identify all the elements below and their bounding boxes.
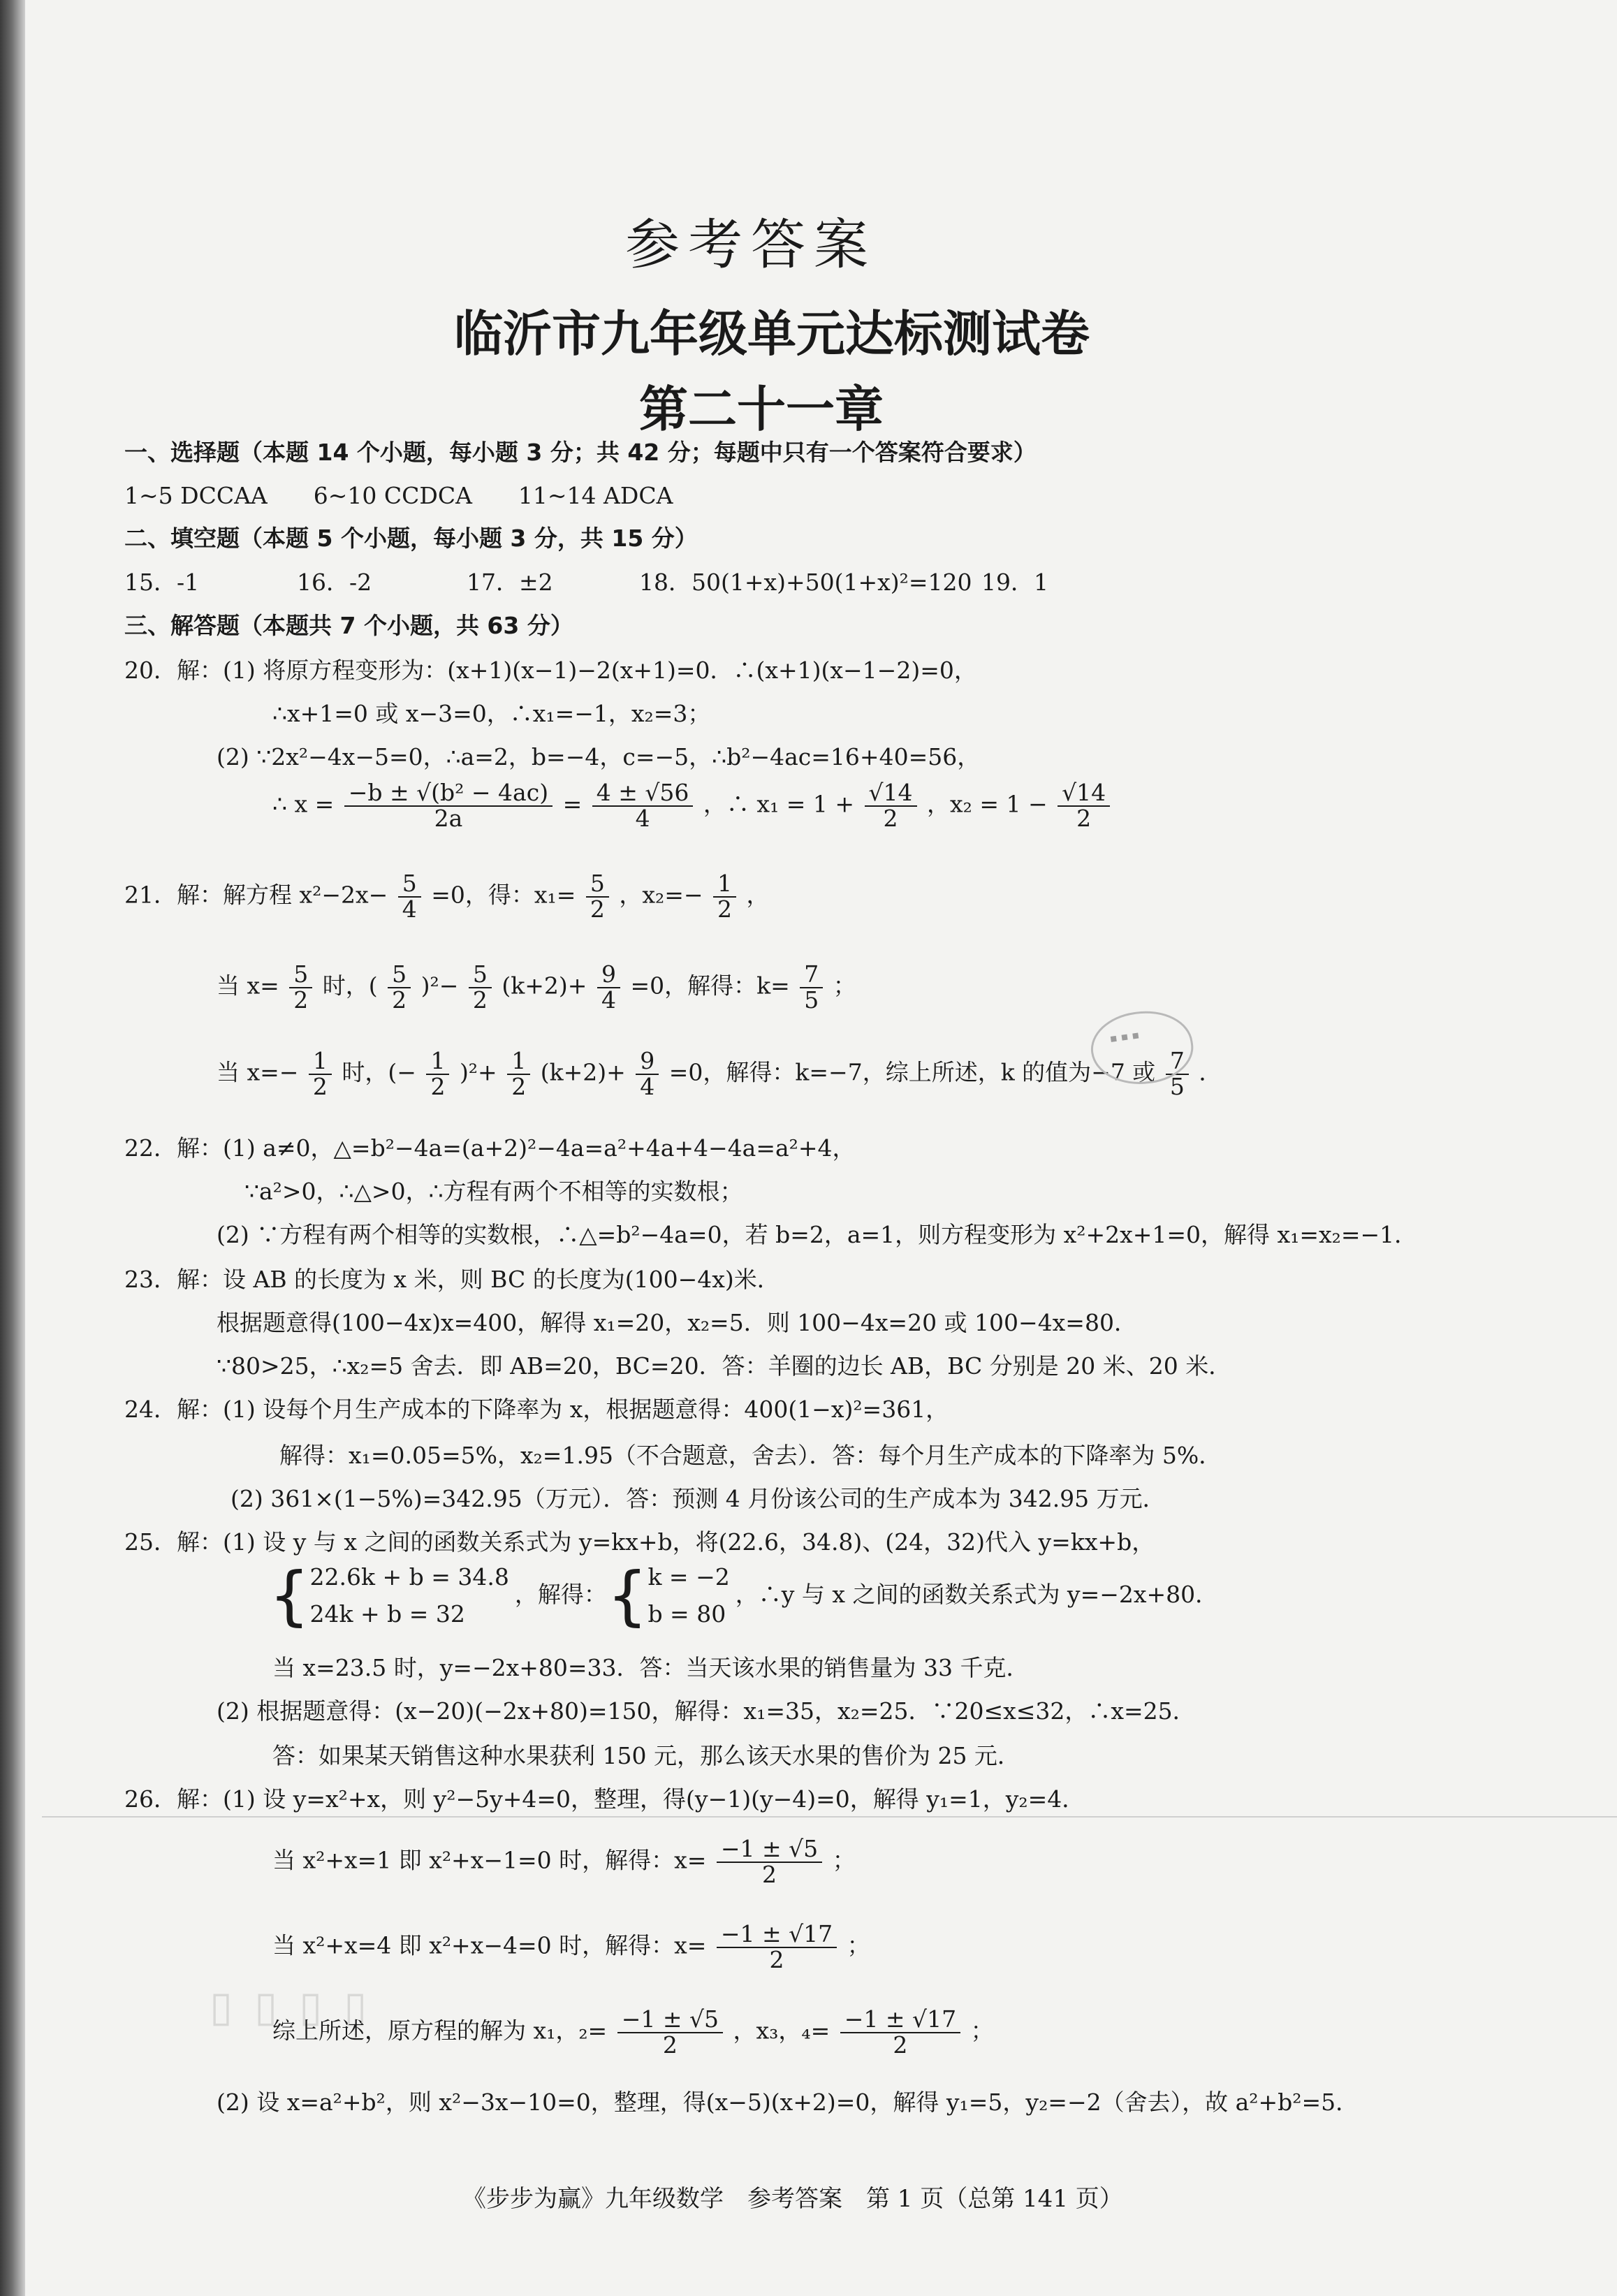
q25-system-middle: ，解得： bbox=[514, 1580, 607, 1608]
fraction-denominator: 2 bbox=[762, 1860, 777, 1888]
fraction bbox=[717, 1837, 822, 1887]
fraction-denominator: 2a bbox=[434, 804, 463, 832]
fraction-numerator: −1 ± √5 bbox=[717, 1837, 822, 1863]
q23-line-2: 根据题意得(100−4x)x=400，解得 x₁=20，x₂=5．则 100−4x=20 或 100−4x=80． bbox=[217, 1309, 1137, 1336]
q20-line-4-middle: ，∴ x₁ = 1 + bbox=[703, 790, 854, 818]
fraction-numerator: 9 bbox=[636, 1049, 659, 1075]
fraction bbox=[388, 960, 411, 1014]
fraction bbox=[597, 960, 620, 1014]
fraction-numerator: −b ± √(b² − 4ac) bbox=[344, 781, 553, 807]
fraction bbox=[507, 1049, 530, 1099]
fraction-numerator: 1 bbox=[713, 872, 736, 898]
q26-line-4-prefix: 综上所述，原方程的解为 x₁，₂= bbox=[272, 2017, 608, 2045]
fraction bbox=[398, 872, 421, 921]
fill-answer-15: 15．-1 bbox=[124, 569, 200, 596]
fraction-numerator: −1 ± √17 bbox=[840, 2008, 960, 2033]
fraction bbox=[800, 960, 823, 1014]
q21-line-2-text: =0，解得：k= bbox=[630, 972, 790, 1000]
q21-line-2-end: ； bbox=[833, 972, 856, 1000]
fraction-numerator: 5 bbox=[289, 963, 312, 988]
fraction-numerator: 1 bbox=[507, 1049, 530, 1075]
fraction-numerator: √14 bbox=[1058, 781, 1110, 807]
q22-line-3: (2) ∵方程有两个相等的实数根，∴△=b²−4a=0，若 b=2，a=1，则方程变形为 x²+2x+1=0，解得 x₁=x₂=−1． bbox=[217, 1221, 1418, 1248]
exam-title: 临沂市九年级单元达标测试卷 bbox=[454, 305, 1090, 363]
equation-system bbox=[310, 1559, 509, 1633]
q21-line-2 bbox=[217, 960, 856, 1014]
fraction bbox=[713, 872, 736, 921]
q22-line-1: 22．解：(1) a≠0，△=b²−4a=(a+2)²−4a=a²+4a+4−4a=a²+4， bbox=[124, 1134, 856, 1162]
fraction bbox=[289, 960, 312, 1014]
q21-line-1-middle-2: ，x₂=− bbox=[619, 881, 703, 909]
fraction-denominator: 4 bbox=[640, 1072, 655, 1100]
q25-line-1: 25．解：(1) 设 y 与 x 之间的函数关系式为 y=kx+b，将(22.6，34.8)、(24，32)代入 y=kx+b， bbox=[124, 1528, 1155, 1556]
q21-line-3-text: )²+ bbox=[459, 1058, 497, 1086]
q20-line-4-prefix: ∴ x = bbox=[272, 790, 335, 818]
fraction-denominator: 2 bbox=[312, 1072, 328, 1100]
fraction bbox=[636, 1049, 659, 1099]
q23-line-3: ∵80>25，∴x₂=5 舍去．即 AB=20，BC=20．答：羊圈的边长 AB，BC 分别是 20 米、20 米． bbox=[217, 1352, 1232, 1380]
fraction-denominator: 2 bbox=[883, 804, 898, 832]
system-equation: 24k + b = 32 bbox=[309, 1600, 465, 1628]
q21-line-3 bbox=[217, 1049, 1222, 1099]
q21-line-1-end: ， bbox=[746, 881, 770, 909]
q20-line-3: (2) ∵2x²−4x−5=0，∴a=2，b=−4，c=−5，∴b²−4ac=16+40=56， bbox=[217, 743, 981, 770]
fraction-denominator: 2 bbox=[293, 986, 309, 1014]
q22-line-2: ∵a²>0，∴△>0，∴方程有两个不相等的实数根； bbox=[244, 1178, 743, 1205]
fraction-numerator: 5 bbox=[469, 963, 492, 988]
fill-answer-16: 16．-2 bbox=[297, 569, 372, 596]
q24-line-2: 解得：x₁=0.05=5%，x₂=1.95（不合题意，舍去）．答：每个月生产成本的下降率为 5%． bbox=[279, 1442, 1222, 1469]
fraction-denominator: 5 bbox=[804, 986, 819, 1014]
q21-line-2-text: (k+2)+ bbox=[502, 972, 587, 1000]
q26-line-1: 26．解：(1) 设 y=x²+x，则 y²−5y+4=0，整理，得(y−1)(y−4)=0，解得 y₁=1，y₂=4． bbox=[124, 1785, 1085, 1813]
fraction-denominator: 2 bbox=[769, 1945, 784, 1973]
fraction-denominator: 2 bbox=[472, 986, 488, 1014]
q21-line-3-end: ． bbox=[1199, 1058, 1222, 1086]
fill-answer-17: 17．±2 bbox=[467, 569, 553, 596]
fraction-denominator: 2 bbox=[893, 2031, 908, 2059]
q26-line-2-prefix: 当 x²+x=1 即 x²+x−1=0 时，解得：x= bbox=[272, 1846, 707, 1874]
choice-section-heading: 一、选择题（本题 14 个小题，每小题 3 分；共 42 分；每题中只有一个答案符合要求） bbox=[124, 439, 1037, 466]
fraction bbox=[717, 1922, 837, 1972]
fill-section-heading: 二、填空题（本题 5 个小题，每小题 3 分，共 15 分） bbox=[124, 525, 698, 552]
q25-line-4: (2) 根据题意得：(x−20)(−2x+80)=150，解得：x₁=35，x₂=25．∵20≤x≤32，∴x=25． bbox=[217, 1697, 1196, 1725]
q21-line-3-prefix: 当 x=− bbox=[217, 1058, 299, 1086]
fraction bbox=[1058, 781, 1110, 831]
fraction-denominator: 2 bbox=[430, 1072, 446, 1100]
q20-line-4-middle-2: ，x₂ = 1 − bbox=[927, 790, 1048, 818]
q21-line-3-text: (k+2)+ bbox=[540, 1058, 626, 1086]
fraction-denominator: 2 bbox=[511, 1072, 527, 1100]
fraction-numerator: −1 ± √5 bbox=[617, 2008, 723, 2033]
q21-line-3-text: =0，解得：k=−7，综上所述，k 的值为−7 或 bbox=[668, 1058, 1156, 1086]
q25-line-3: 当 x=23.5 时，y=−2x+80=33．答：当天该水果的销售量为 33 千克． bbox=[272, 1654, 1030, 1681]
q26-line-2-end: ； bbox=[832, 1846, 856, 1874]
fraction bbox=[840, 2005, 960, 2059]
fraction-denominator: 4 bbox=[402, 895, 417, 923]
q21-line-1-middle: =0，得：x₁= bbox=[431, 881, 576, 909]
chapter-title: 第二十一章 bbox=[639, 381, 884, 438]
choice-answers: 1~5 DCCAA 6~10 CCDCA 11~14 ADCA bbox=[124, 482, 673, 509]
quadratic-formula-fraction bbox=[344, 781, 553, 831]
equals-sign: = bbox=[562, 790, 583, 818]
fraction-denominator: 4 bbox=[635, 804, 650, 832]
q26-line-4-end: ； bbox=[970, 2017, 994, 2045]
q23-line-1: 23．解：设 AB 的长度为 x 米，则 BC 的长度为(100−4x)米． bbox=[124, 1266, 780, 1293]
fraction-numerator: 7 bbox=[1166, 1049, 1189, 1075]
q21-line-3-text: 时，(− bbox=[342, 1058, 416, 1086]
q24-line-1: 24．解：(1) 设每个月生产成本的下降率为 x，根据题意得：400(1−x)²=361， bbox=[124, 1396, 949, 1423]
q21-line-1-prefix: 21．解：解方程 x²−2x− bbox=[124, 881, 388, 909]
left-brace: { bbox=[269, 1558, 310, 1633]
stamp-marks: ▪ ▪ ▪ bbox=[1109, 1028, 1141, 1046]
q26-line-5: (2) 设 x=a²+b²，则 x²−3x−10=0，整理，得(x−5)(x+2)=0，解得 y₁=5，y₂=−2（舍去），故 a²+b²=5． bbox=[217, 2089, 1359, 2116]
fill-answer-19: 19．1 bbox=[981, 569, 1048, 596]
q21-line-1 bbox=[124, 872, 770, 921]
page-footer: 《步步为赢》九年级数学 参考答案 第 1 页（总第 141 页） bbox=[462, 2185, 1123, 2213]
page-fold-line bbox=[42, 1816, 1617, 1818]
q21-line-2-text: 时，( bbox=[322, 972, 378, 1000]
q26-line-2 bbox=[272, 1837, 856, 1887]
q24-line-3: (2) 361×(1−5%)=342.95（万元）．答：预测 4 月份该公司的生产成本为 342.95 万元． bbox=[231, 1485, 1166, 1512]
fraction bbox=[865, 781, 917, 831]
q20-line-4 bbox=[272, 781, 1113, 831]
left-brace: { bbox=[606, 1558, 648, 1633]
fraction-numerator: 4 ± √56 bbox=[592, 781, 694, 807]
fraction-denominator: 5 bbox=[1169, 1072, 1185, 1100]
fraction-numerator: 5 bbox=[398, 872, 421, 898]
solve-section-heading: 三、解答题（本题共 7 个小题，共 63 分） bbox=[124, 612, 573, 639]
fraction-numerator: 5 bbox=[388, 963, 411, 988]
q21-line-2-prefix: 当 x= bbox=[217, 972, 279, 1000]
system-equation: 22.6k + b = 34.8 bbox=[309, 1563, 509, 1591]
q20-line-1: 20．解：(1) 将原方程变形为：(x+1)(x−1)−2(x+1)=0．∴(x+1)(x−1−2)=0， bbox=[124, 657, 977, 684]
fraction-numerator: 5 bbox=[586, 872, 609, 898]
fraction bbox=[426, 1049, 449, 1099]
q26-line-3-prefix: 当 x²+x=4 即 x²+x−4=0 时，解得：x= bbox=[272, 1931, 707, 1959]
fraction-numerator: 1 bbox=[426, 1049, 449, 1075]
fraction-numerator: 1 bbox=[309, 1049, 332, 1075]
fraction-numerator: −1 ± √17 bbox=[717, 1922, 837, 1948]
fraction-denominator: 2 bbox=[717, 895, 733, 923]
solution-system bbox=[647, 1559, 729, 1633]
q26-line-4 bbox=[272, 2005, 994, 2059]
fraction-numerator: 9 bbox=[597, 963, 620, 988]
fraction bbox=[309, 1049, 332, 1099]
fraction bbox=[586, 872, 609, 921]
system-equation: k = −2 bbox=[647, 1563, 730, 1591]
q21-line-2-text: )²− bbox=[420, 972, 459, 1000]
fraction-denominator: 2 bbox=[662, 2031, 678, 2059]
book-spine-shadow bbox=[0, 0, 25, 2296]
fraction-denominator: 2 bbox=[590, 895, 605, 923]
q20-line-2: ∴x+1=0 或 x−3=0，∴x₁=−1，x₂=3； bbox=[272, 700, 711, 727]
watermark-icon: ▯ ▯ ▯ ▯ bbox=[210, 1982, 372, 2031]
q25-system-line bbox=[269, 1559, 1218, 1633]
fraction-denominator: 2 bbox=[392, 986, 407, 1014]
q25-system-end: ，∴y 与 x 之间的函数关系式为 y=−2x+80． bbox=[735, 1580, 1219, 1608]
fraction bbox=[592, 781, 694, 831]
system-equation: b = 80 bbox=[647, 1600, 726, 1628]
fraction-denominator: 2 bbox=[1076, 804, 1092, 832]
q26-line-4-middle: ，x₃，₄= bbox=[733, 2017, 831, 2045]
fraction-numerator: 7 bbox=[800, 963, 823, 988]
q25-line-5: 答：如果某天销售这种水果获利 150 元，那么该天水果的售价为 25 元． bbox=[272, 1742, 1020, 1769]
page-title: 参考答案 bbox=[625, 214, 877, 277]
fraction-denominator: 4 bbox=[601, 986, 616, 1014]
fraction bbox=[469, 960, 492, 1014]
fraction bbox=[617, 2005, 723, 2059]
fraction-numerator: √14 bbox=[865, 781, 917, 807]
q26-line-3 bbox=[272, 1922, 870, 1972]
fill-answer-18: 18．50(1+x)+50(1+x)²=120 bbox=[639, 569, 972, 596]
q26-line-3-end: ； bbox=[847, 1931, 870, 1959]
